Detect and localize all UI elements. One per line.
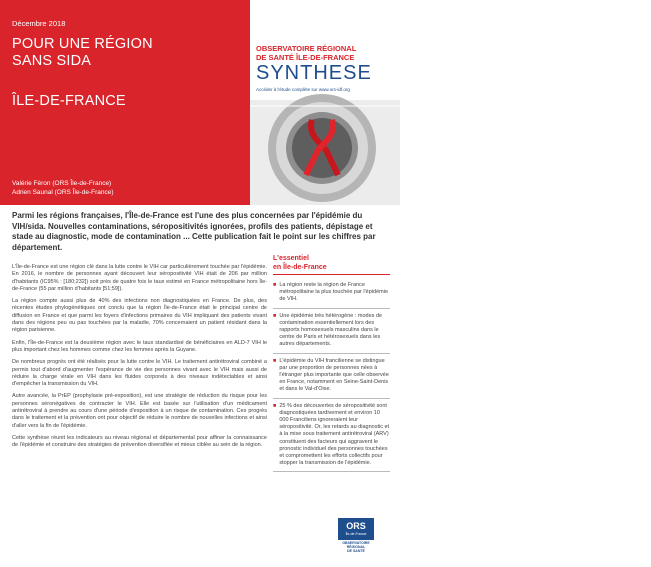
logo-text-line: DE SANTÉ — [347, 549, 365, 553]
key-points-sidebar — [273, 254, 390, 472]
key-point — [273, 278, 390, 309]
key-point — [273, 354, 390, 399]
body-paragraph: L'Île-de-France est une région clé dans la lutte contre le VIH car particulièrement touchée par l'épidémie. En 2016, le nombre de personnes ayant découvert leur séropositivité VIH était de 206 par million d'habitants (IC95% : [180;232]) soit près de quatre fois le taux estimé en France métropolitaine hors Île-de-France (55 par million d'habitants [51;59]). — [12, 264, 267, 292]
logo-box — [338, 518, 374, 540]
key-point-text: La région reste la région de France métropolitaine la plus touchée par l'épidémie de VIH. — [279, 282, 388, 303]
region-title: ÎLE-DE-FRANCE — [12, 93, 126, 109]
title-line-2: SANS SIDA — [12, 53, 92, 69]
title-line-1: POUR UNE RÉGION — [12, 36, 153, 52]
key-point-text: 25 % des découvertes de séropositivité sont diagnostiquées tardivement et environ 10 000 Franciliens ignoreraient leur séropositivité. Or, les retards au diagnostic et à la mise sous traitement antirétroviral (ARV) constituent des facteurs qui aggravent le pronostic individuel des personnes touchées et compromettent les efforts collectifs pour stopper la transmission de l'épidémie. — [279, 402, 390, 467]
publication-date: Décembre 2018 — [12, 19, 66, 28]
cover-photo — [250, 0, 651, 205]
square-bullet-icon: ■ — [273, 312, 277, 319]
observatoire-name — [256, 44, 398, 62]
logo-sub: Île-de-France — [345, 532, 367, 536]
ors-logo — [338, 518, 378, 562]
body-paragraph: De nombreux progrès ont été réalisés pour la lutte contre le VIH. Le traitement antirétroviral combiné a permis tout d'abord d'augmenter l'espérance de vie des personnes vivant avec le VIH mais aussi de réduire la charge virale en VIH dans les fluides corporels à des niveaux indétectables et ainsi d'empêcher la transmission du VIH. — [12, 359, 267, 388]
sidebar-title-line-1: L'essentiel — [273, 255, 309, 262]
body-paragraph: Autre avancée, la PrEP (prophylaxie pré-exposition), est une stratégie de réduction du risque pour les personnes séronégatives de contracter le VIH. Elle est basée sur l'utilisation d'un médicament antirétroviral à prendre au cours d'une période d'exposition à un risque de contamination. Ces progrès dans le traitement et la prévention ont pour objectif de réduire le nombre de nouvelles infections et ainsi d'aller vers la fin de l'épidémie. — [12, 393, 267, 429]
body-paragraph: Cette synthèse réunit les indicateurs au niveau régional et départemental pour affiner la connaissance de l'épidémie et construire des stratégies de prévention diversifiée et mieux ciblée au sein de la région. — [12, 434, 267, 449]
logo-text — [338, 541, 374, 553]
square-bullet-icon: ■ — [273, 357, 277, 364]
study-link[interactable]: Accéder à l'étude complète sur www.ors-idf.org — [256, 87, 350, 92]
observatoire-line-2: DE SANTÉ ÎLE-DE-FRANCE — [256, 53, 355, 62]
authors — [12, 179, 114, 197]
square-bullet-icon: ■ — [273, 282, 277, 288]
logo-abbr: ORS — [346, 521, 366, 531]
body-paragraph: La région compte aussi plus de 40% des infections non diagnostiquées en France. De plus, des récentes études phylogénétiques ont conclu que la région Île-de-France était le principal centre de diffusion en France et que parmi les foyers d'infections primaires du VIH impliquant des patients vivant dans des régions peu ou pas touchées par la maladie, 70% concernaient un patient résidant dans la région parisienne. — [12, 298, 267, 334]
key-point-text: L'épidémie du VIH francilienne se distingue par une proportion de personnes nées à l'étranger plus importante que celle observée en France, notamment en Seine-Saint-Denis et dans le Val-d'Oise. — [279, 357, 389, 393]
photo-credit: © Doc-photo-Pixabay — [646, 150, 651, 191]
body-paragraph: Enfin, l'Île-de-France est la deuxième région avec le taux standardisé de bénéficiaires en ALD-7 VIH le plus important chez les hommes comme chez les femmes après la Guyane. — [12, 339, 267, 353]
author-1: Valérie Féron (ORS Île-de-France) — [12, 180, 112, 187]
sidebar-title-line-2: en Île-de-France — [273, 264, 327, 271]
report-title — [12, 36, 153, 70]
synthese-label: SYNTHESE — [256, 62, 372, 84]
sidebar-title — [273, 254, 390, 275]
square-bullet-icon: ■ — [273, 402, 277, 409]
logo-text-line: RÉGIONAL — [346, 545, 366, 549]
intro-paragraph: Parmi les régions françaises, l'Île-de-France est l'une des plus concernées par l'épidémie du VIH/sida. Nouvelles contaminations, séropositivités ignorées, profils des patients, dépistage et stade au diagnostic, mode de contamination ... Cette publication fait le point sur les chiffres par département. — [12, 211, 376, 252]
key-point — [273, 399, 390, 473]
observatoire-line-1: OBSERVATOIRE RÉGIONAL — [256, 44, 357, 53]
key-point — [273, 309, 390, 354]
author-2: Adrien Saunal (ORS Île-de-France) — [12, 189, 114, 196]
key-point-text: Une épidémie très hétérogène : modes de contamination essentiellement lors des rapports homosexuels masculins dans le centre de Paris et hétérosexuels dans les autres départements. — [279, 312, 383, 348]
header-band — [0, 0, 250, 205]
body-text — [12, 264, 267, 455]
logo-text-line: OBSERVATOIRE — [342, 541, 370, 545]
ribbon-image — [250, 0, 400, 205]
